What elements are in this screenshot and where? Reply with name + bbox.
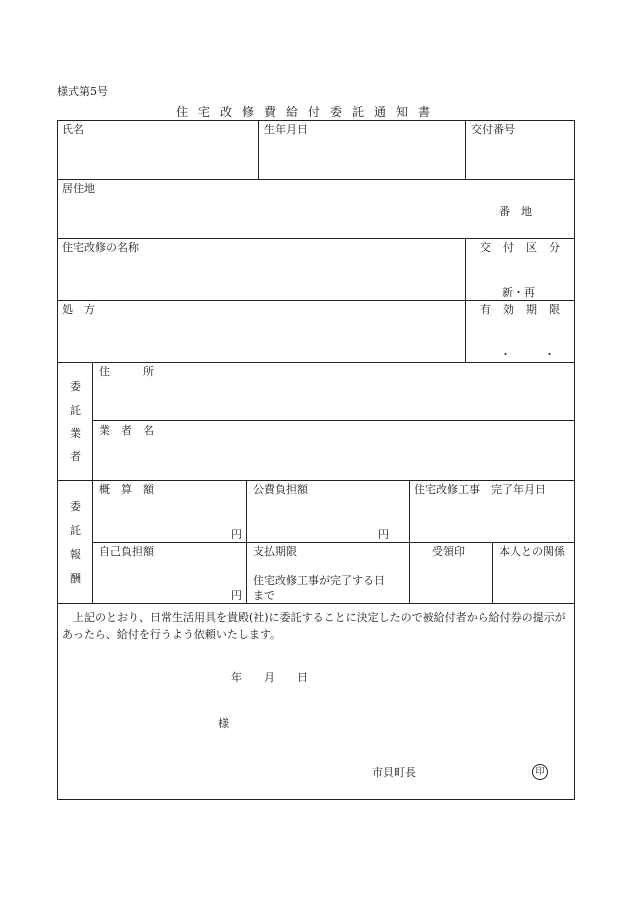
estimate-label: 概 算 額 xyxy=(99,483,154,496)
divider xyxy=(246,480,247,603)
self-share-yen: 円 xyxy=(231,589,242,602)
valid-period-value: ・ ・ xyxy=(500,348,555,361)
divider xyxy=(92,362,93,603)
contractor-name-label: 業 者 名 xyxy=(99,424,154,437)
divider xyxy=(409,480,410,603)
lot-label: 番 地 xyxy=(499,205,532,218)
issue-number-label: 交付番号 xyxy=(471,123,515,136)
address-label: 居住地 xyxy=(62,182,95,195)
receipt-seal-label: 受領印 xyxy=(432,545,465,558)
fee-group-label-3: 報 xyxy=(70,548,81,561)
contractor-group-label-3: 業 xyxy=(70,427,81,440)
payment-deadline-text-1: 住宅改修工事が完了する日 xyxy=(253,574,385,587)
date-line: 年 月 日 xyxy=(231,671,308,684)
addressee-suffix: 様 xyxy=(218,717,229,730)
estimate-yen: 円 xyxy=(231,528,242,541)
divider xyxy=(57,480,575,481)
name-label: 氏名 xyxy=(62,123,84,136)
seal-icon: 印 xyxy=(532,764,548,780)
divider xyxy=(57,362,575,363)
divider xyxy=(57,603,575,604)
notice-body: 上記のとおり、日常生活用具を貴殿(社)に委託することに決定したので被給付者から給付券の提示があったら、給付を行うよう依頼いたします。 xyxy=(62,611,566,641)
payment-deadline-text-2: まで xyxy=(253,589,275,602)
divider xyxy=(258,120,259,179)
valid-period-label: 有効期限 xyxy=(480,303,572,316)
birthdate-label: 生年月日 xyxy=(264,123,308,136)
divider xyxy=(492,542,493,603)
self-share-label: 自己負担額 xyxy=(99,545,154,558)
page-title: 住宅改修費給付委託通知書 xyxy=(176,105,441,119)
divider xyxy=(57,300,575,301)
form-frame xyxy=(57,120,575,800)
divider xyxy=(465,238,466,362)
public-share-yen: 円 xyxy=(378,528,389,541)
prescription-label: 処 方 xyxy=(62,303,95,316)
contractor-group-label-4: 者 xyxy=(70,450,81,463)
issue-type-label: 交付区分 xyxy=(480,241,572,254)
form-number: 様式第5号 xyxy=(57,85,108,98)
issuer-name: 市貝町長 xyxy=(372,766,416,779)
contractor-group-label-1: 委 xyxy=(70,380,81,393)
relationship-label: 本人との関係 xyxy=(499,545,565,558)
contractor-address-label: 住 所 xyxy=(99,365,154,378)
contractor-group-label-2: 託 xyxy=(70,404,81,417)
renovation-name-label: 住宅改修の名称 xyxy=(62,241,139,254)
divider xyxy=(57,238,575,239)
divider xyxy=(92,420,575,421)
divider xyxy=(465,120,466,179)
fee-group-label-1: 委 xyxy=(70,500,81,513)
divider xyxy=(92,542,575,543)
public-share-label: 公費負担額 xyxy=(253,483,308,496)
completion-date-label: 住宅改修工事 完了年月日 xyxy=(414,483,546,496)
divider xyxy=(57,179,575,180)
fee-group-label-2: 託 xyxy=(70,524,81,537)
issue-type-value: 新・再 xyxy=(502,286,535,299)
payment-deadline-label: 支払期限 xyxy=(253,545,297,558)
fee-group-label-4: 酬 xyxy=(70,572,81,585)
